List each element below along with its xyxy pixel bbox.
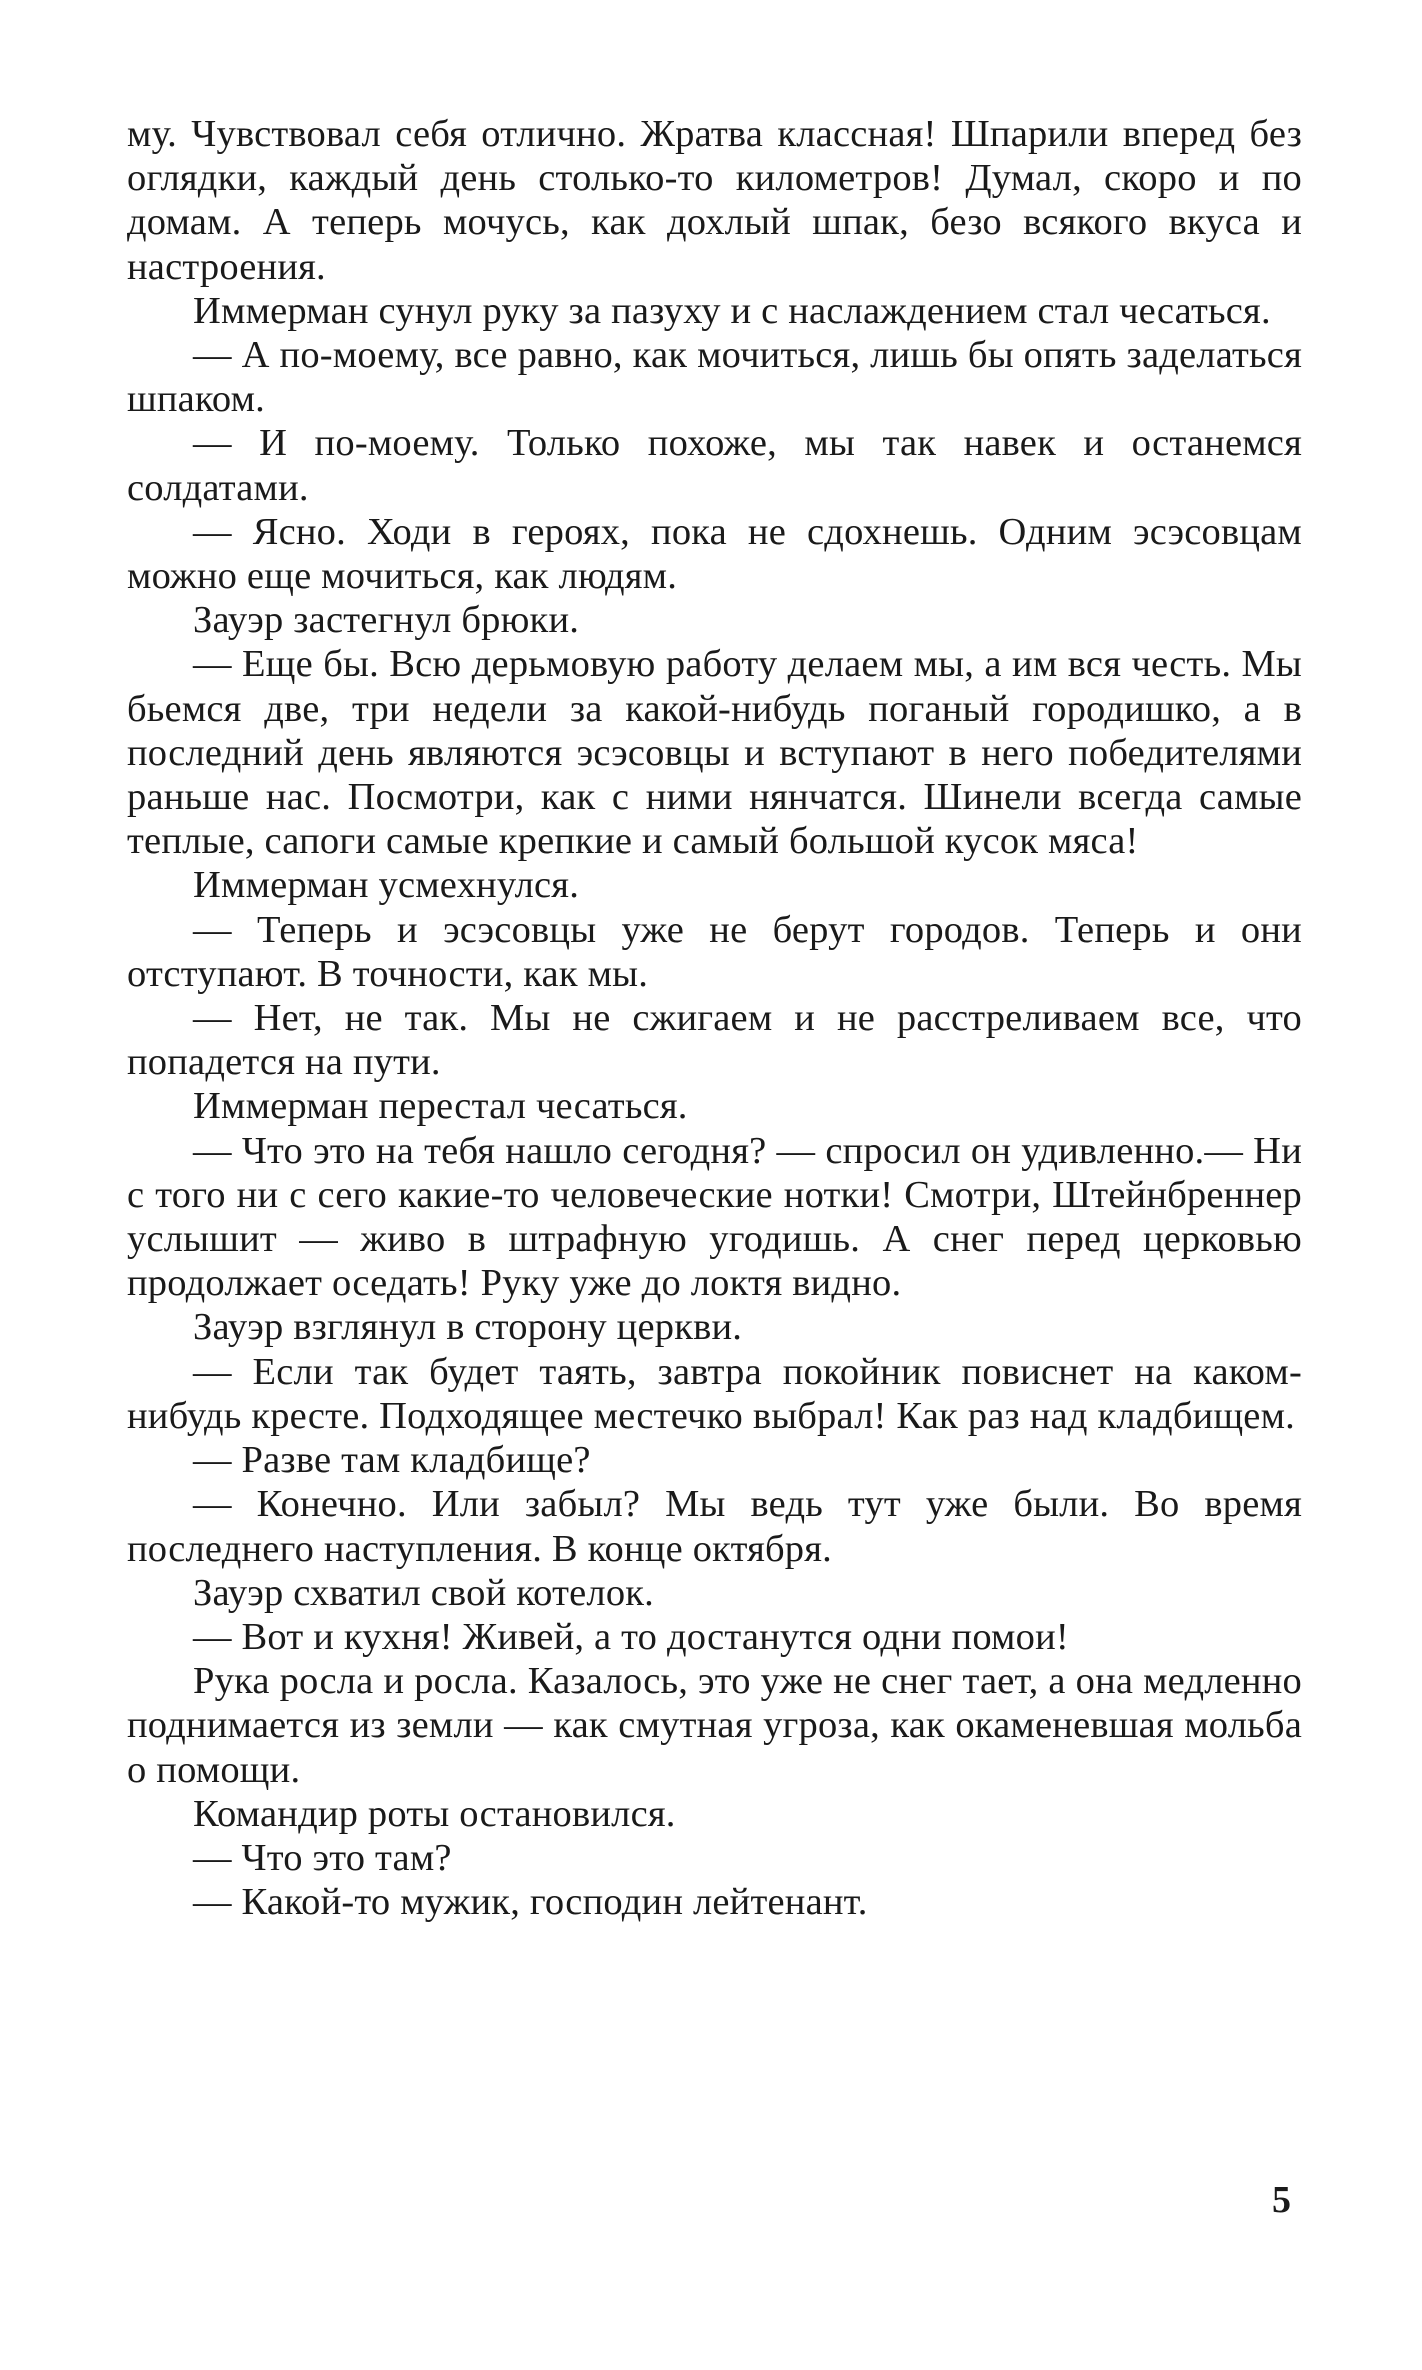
paragraph: Рука росла и росла. Казалось, это уже не снег тает, а она медленно поднимается из земли — как смутная угроза, как окаменевшая мольба о помощи. bbox=[127, 1660, 1302, 1791]
paragraph: Зауэр застегнул брюки. bbox=[193, 599, 580, 642]
paragraph: Иммерман сунул руку за пазуху и с наслаждением стал чесаться. bbox=[193, 289, 1271, 332]
dialogue-line: — А по-моему, все равно, как мочиться, лишь бы опять заделаться шпаком. bbox=[127, 334, 1302, 421]
paragraph: Зауэр схватил свой котелок. bbox=[193, 1571, 655, 1614]
page-number: 5 bbox=[1272, 2179, 1291, 2221]
dialogue-line: — Что это на тебя нашло сегодня? — спросил он удивленно.— Ни с того ни с сего какие-то человеческие нотки! Смотри, Штейнбреннер услышит — живо в штрафную угодишь. А снег перед церковью продолжает оседать! Руку уже до локтя видно. bbox=[127, 1129, 1302, 1305]
paragraph: Командир роты остановился. bbox=[193, 1792, 676, 1835]
paragraph: Иммерман усмехнулся. bbox=[193, 864, 580, 907]
paragraph: Зауэр взглянул в сторону церкви. bbox=[193, 1306, 743, 1349]
dialogue-line: — Ясно. Ходи в героях, пока не сдохнешь. Одним эсэсовцам можно еще мочиться, как людям. bbox=[127, 510, 1302, 598]
dialogue-line: — Еще бы. Всю дерьмовую работу делаем мы, а им вся честь. Мы бьемся две, три недели за какой-нибудь поганый городишко, а в последний день являются эсэсовцы и вступают в него победителями раньше нас. Посмотри, как с ними нянчатся. Шинели всегда самые теплые, сапоги самые крепкие и самый большой кусок мяса! bbox=[127, 643, 1302, 863]
dialogue-line: — И по-моему. Только похоже, мы так навек и останемся солдатами. bbox=[127, 422, 1302, 509]
dialogue-line: — Какой-то мужик, господин лейтенант. bbox=[193, 1881, 868, 1924]
dialogue-line: — Что это там? bbox=[193, 1836, 452, 1879]
dialogue-line: — Вот и кухня! Живей, а то достанутся одни помои! bbox=[193, 1615, 1069, 1658]
dialogue-line: — Если так будет таять, завтра покойник повиснет на каком-нибудь кресте. Подходящее местечко выбрал! Как раз над кладбищем. bbox=[127, 1350, 1302, 1437]
dialogue-line: — Разве там кладбище? bbox=[193, 1439, 591, 1482]
dialogue-line: — Конечно. Или забыл? Мы ведь тут уже были. Во время последнего наступления. В конце октября. bbox=[127, 1483, 1302, 1570]
book-page-text bbox=[127, 112, 1302, 1924]
dialogue-line: — Нет, не так. Мы не сжигаем и не расстреливаем все, что попадется на пути. bbox=[127, 997, 1302, 1084]
paragraph: Иммерман перестал чесаться. bbox=[193, 1085, 688, 1128]
paragraph-continuation: му. Чувствовал себя отлично. Жратва классная! Шпарили вперед без оглядки, каждый день столько-то километров! Думал, скоро и по домам. А теперь мочусь, как дохлый шпак, безо всякого вкуса и настроения. bbox=[127, 113, 1302, 288]
dialogue-line: — Теперь и эсэсовцы уже не берут городов. Теперь и они отступают. В точности, как мы. bbox=[127, 908, 1302, 995]
